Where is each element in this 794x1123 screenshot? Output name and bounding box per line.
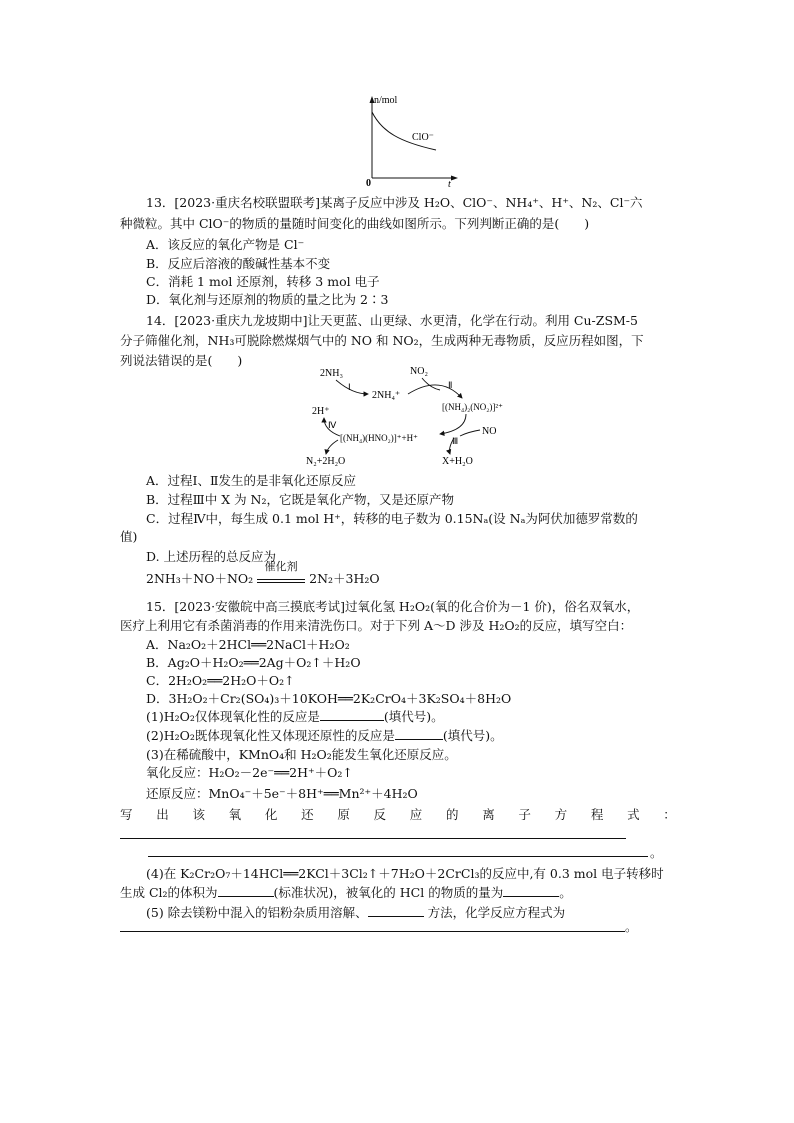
- part4-middle: (标准状况)，被氧化的 HCl 的物质的量为: [273, 885, 504, 900]
- q14-option-c-line1: C．过程Ⅳ中，每生成 0.1 mol H⁺，转移的电子数为 0.15Nₐ(设 Nₐ为阿伏加德罗常数的: [146, 511, 638, 526]
- arrow-no-in: [460, 430, 480, 436]
- equation-left: 2NH₃＋NO＋NO₂: [146, 571, 254, 586]
- prompt-char: 反: [373, 807, 387, 822]
- no-label: NO: [482, 426, 497, 437]
- q14-total-equation: [146, 560, 380, 588]
- reduction-half-reaction: 还原反应：MnO₄⁻＋5e⁻＋8H⁺══Mn²⁺＋4H₂O: [146, 786, 418, 801]
- prompt-char: 原: [337, 807, 350, 822]
- step-3-label: Ⅲ: [452, 436, 459, 446]
- answer-blank-method[interactable]: [368, 904, 424, 917]
- answer-blank-1[interactable]: [320, 708, 384, 721]
- catalyst-arrow: [257, 560, 305, 583]
- arrow-step-3: [440, 414, 466, 434]
- arrow-no2-in: [422, 378, 440, 390]
- prompt-char: 出: [156, 807, 169, 822]
- prompt-char: 子: [518, 807, 531, 822]
- q13-option-a: A．该反应的氧化产物是 Cl⁻: [146, 237, 305, 252]
- q13-line1: 13．[2023·重庆名校联盟联考]某离子反应中涉及 H₂O、ClO⁻、NH₄⁺、H⁺、N₂、Cl⁻六: [146, 195, 643, 210]
- answer-line-period: 。: [650, 845, 663, 860]
- q15-option-c: C．2H₂O₂══2H₂O＋O₂↑: [146, 673, 295, 688]
- q15-option-b: B．Ag₂O＋H₂O₂══2Ag＋O₂↑＋H₂O: [146, 655, 361, 670]
- part2-suffix: (填代号)。: [442, 728, 503, 743]
- part4-suffix: 。: [559, 885, 572, 900]
- answer-line-1[interactable]: [120, 838, 626, 839]
- q15-part3: (3)在稀硫酸中，KMnO₄和 H₂O₂能发生氧化还原反应。: [146, 747, 457, 762]
- prompt-char: 离: [482, 807, 495, 822]
- q15-part1: [146, 708, 444, 726]
- q13-line2: 种微粒。其中 ClO⁻的物质的量随时间变化的曲线如图所示。下列判断正确的是( ): [120, 216, 590, 231]
- reaction-mechanism-diagram: [290, 360, 520, 470]
- prompt-char: 氧: [228, 807, 242, 822]
- q15-part2: [146, 727, 503, 745]
- prompt-char: 化: [264, 807, 278, 822]
- q15-part4-line1: (4)在 K₂Cr₂O₇＋14HCl══2KCl＋3Cl₂↑＋7H₂O＋2CrCl₃的反应中,有 0.3 mol 电子转移时: [146, 866, 664, 881]
- h-plus-label: 2H⁺: [312, 406, 330, 417]
- answer-blank-volume[interactable]: [218, 884, 274, 897]
- prompt-char: 还: [301, 807, 314, 822]
- part1-prompt: (1)H₂O₂仅体现氧化性的反应是: [146, 709, 320, 724]
- y-axis-label: n/mol: [374, 95, 398, 106]
- q14-option-d: D. 上述历程的总反应为: [146, 549, 277, 564]
- complex2-label: [(NH₄)(HNO₂)]⁺+H⁺: [340, 433, 418, 443]
- x-label: X+H₂O: [442, 456, 473, 467]
- answer-line-3-period: 。: [625, 919, 638, 934]
- part1-suffix: (填代号)。: [383, 709, 444, 724]
- prompt-char: 写: [120, 807, 133, 822]
- prompt-char: 式: [627, 807, 640, 822]
- clo-time-graph: [352, 92, 462, 187]
- x-axis-label: t: [448, 179, 451, 187]
- answer-line-2[interactable]: [148, 856, 648, 857]
- q14-option-a: A．过程Ⅰ、Ⅱ发生的是非氧化还原反应: [146, 473, 356, 488]
- prompt-char: 该: [192, 807, 205, 822]
- n2-label: N₂+2H₂O: [306, 456, 346, 467]
- part2-prompt: (2)H₂O₂既体现氧化性又体现还原性的反应是: [146, 728, 395, 743]
- prompt-char: 的: [445, 807, 459, 822]
- write-equation-prompt: [120, 806, 676, 824]
- equation-right: 2N₂＋3H₂O: [309, 571, 380, 586]
- answer-blank-hcl[interactable]: [503, 884, 559, 897]
- origin-label: 0: [366, 178, 371, 187]
- q14-line2: 分子筛催化剂，NH₃可脱除燃煤烟气中的 NO 和 NO₂，生成两种无毒物质，反应历程如图，下: [120, 333, 644, 348]
- answer-blank-2[interactable]: [395, 727, 443, 740]
- part5-prompt: (5) 除去镁粉中混入的铝粉杂质用溶解、: [146, 905, 368, 920]
- q14-line1: 14．[2023·重庆九龙坡期中]让天更蓝、山更绿、水更清，化学在行动。利用 Cu-ZSM-5: [146, 313, 638, 328]
- arrow-step-2: [408, 385, 462, 398]
- no2-label: NO₂: [410, 366, 428, 377]
- step-4-label: Ⅳ: [328, 420, 337, 430]
- part5-suffix: 方法，化学反应方程式为: [423, 905, 566, 920]
- q15-line1: 15．[2023·安徽皖中高三摸底考试]过氧化氢 H₂O₂(氧的化合价为－1 价)，俗名双氧水，: [146, 599, 640, 614]
- q13-option-c: C．消耗 1 mol 还原剂，转移 3 mol 电子: [146, 274, 380, 289]
- part4-prompt: 生成 Cl₂的体积为: [120, 885, 218, 900]
- q14-option-c-line2: 值): [120, 529, 138, 544]
- curve-label: ClO⁻: [412, 132, 434, 143]
- oxidation-half-reaction: 氧化反应：H₂O₂－2e⁻══2H⁺＋O₂↑: [146, 765, 353, 780]
- q15-part5: [146, 904, 565, 922]
- q15-option-a: A．Na₂O₂＋2HCl══2NaCl＋H₂O₂: [146, 637, 350, 652]
- nh4-label: 2NH₄⁺: [372, 390, 401, 401]
- q13-option-b: B．反应后溶液的酸碱性基本不变: [146, 256, 331, 271]
- q15-option-d: D．3H₂O₂＋Cr₂(SO₄)₃＋10KOH══2K₂CrO₄＋3K₂SO₄＋8H₂O: [146, 691, 512, 706]
- x-axis-arrow: [451, 176, 458, 181]
- q13-option-d: D．氧化剂与还原剂的物质的量之比为 2∶3: [146, 292, 389, 307]
- q14-line3: 列说法错误的是( ): [120, 353, 243, 368]
- q14-option-b: B．过程Ⅲ中 X 为 N₂，它既是氧化产物，又是还原产物: [146, 492, 455, 507]
- catalyst-label: 催化剂: [264, 560, 298, 573]
- prompt-char: 程: [590, 807, 604, 822]
- nh3-label: 2NH₃: [320, 368, 343, 379]
- prompt-char: ：: [663, 807, 676, 822]
- q15-part4-line2: [120, 884, 572, 902]
- step-2-label: Ⅱ: [448, 380, 453, 390]
- prompt-char: 应: [409, 807, 423, 822]
- step-1-label: Ⅰ: [348, 382, 351, 392]
- arrow-step-1: [336, 380, 368, 394]
- arrow-n2-out: [326, 440, 338, 454]
- answer-line-3[interactable]: [120, 931, 625, 932]
- q15-line2: 医疗上利用它有杀菌消毒的作用来清洗伤口。对于下列 A～D 涉及 H₂O₂的反应，填写空白：: [120, 618, 633, 633]
- complex1-label: [(NH₄)₂(NO₂)]²⁺: [442, 402, 503, 412]
- clo-curve: [372, 112, 436, 150]
- prompt-char: 方: [554, 807, 568, 822]
